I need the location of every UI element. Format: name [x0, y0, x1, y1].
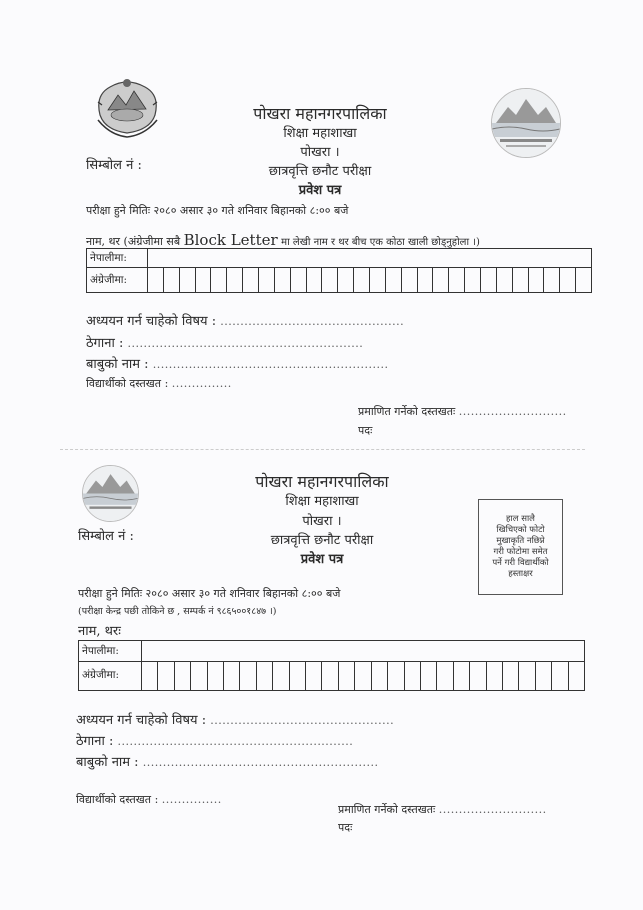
photo-note-line: गरी फोटोमा समेत [493, 547, 548, 557]
letter-box[interactable] [196, 268, 212, 292]
english-name-row [79, 662, 584, 690]
english-name-label: अंग्रेजीमा: [87, 268, 148, 292]
letter-box[interactable] [470, 662, 486, 690]
letter-box[interactable] [208, 662, 224, 690]
english-name-boxes[interactable] [142, 662, 584, 690]
letter-box[interactable] [405, 662, 421, 690]
letter-box[interactable] [418, 268, 434, 292]
letter-box[interactable] [142, 662, 158, 690]
letter-box[interactable] [481, 268, 497, 292]
exam-title: छात्रवृत्ति छनौट परीक्षा [268, 164, 372, 179]
letter-box[interactable] [386, 268, 402, 292]
student-signature-label: विद्यार्थीको दस्तखत : [86, 377, 169, 390]
name-instruction [86, 231, 480, 249]
address-label: ठेगाना : [86, 336, 124, 351]
letter-box[interactable] [544, 268, 560, 292]
branch-name: शिक्षा महाशाखा [285, 494, 359, 509]
father-name-label: बाबुको नाम : [86, 357, 149, 372]
letter-box[interactable] [465, 268, 481, 292]
father-name-label: बाबुको नाम : [76, 755, 139, 770]
letter-box[interactable] [372, 662, 388, 690]
letter-box[interactable] [354, 268, 370, 292]
nepali-name-label: नेपालीमा: [79, 641, 142, 661]
letter-box[interactable] [437, 662, 453, 690]
english-name-label: अंग्रेजीमा: [79, 662, 142, 690]
verifier-signature-label: प्रमाणित गर्नेको दस्तखतः [358, 405, 456, 418]
father-name-field[interactable]: ........................................................... [152, 358, 389, 371]
letter-box[interactable] [569, 662, 584, 690]
post-label: पदः [338, 821, 353, 834]
letter-box[interactable] [454, 662, 470, 690]
student-signature-line [76, 792, 222, 807]
english-name-row [87, 268, 591, 292]
letter-box[interactable] [259, 268, 275, 292]
subject-line [76, 710, 394, 728]
subject-label: अध्ययन गर्न चाहेको विषय : [76, 713, 207, 728]
nepali-name-field[interactable] [148, 249, 591, 267]
photo-note-line: मुखाकृति नछिप्ने [496, 536, 545, 546]
name-entry-table [78, 640, 585, 691]
letter-box[interactable] [275, 268, 291, 292]
letter-box[interactable] [211, 268, 227, 292]
letter-box[interactable] [175, 662, 191, 690]
address-field[interactable]: ........................................................... [117, 735, 354, 748]
letter-box[interactable] [497, 268, 513, 292]
letter-box[interactable] [433, 268, 449, 292]
letter-box[interactable] [552, 662, 568, 690]
photo-note-line: खिचिएको फोटो [496, 525, 545, 535]
letter-box[interactable] [338, 268, 354, 292]
letter-box[interactable] [291, 268, 307, 292]
letter-box[interactable] [421, 662, 437, 690]
student-signature-field[interactable]: ............... [161, 793, 222, 806]
letter-box[interactable] [158, 662, 174, 690]
letter-box[interactable] [224, 662, 240, 690]
org-name: पोखरा महानगरपालिका [255, 472, 389, 491]
subject-label: अध्ययन गर्न चाहेको विषय : [86, 314, 217, 329]
letter-box[interactable] [536, 662, 552, 690]
verifier-signature-field[interactable]: ........................... [438, 803, 547, 816]
photo-box[interactable] [478, 499, 563, 595]
block-letter-text: Block Letter [183, 231, 278, 249]
letter-box[interactable] [240, 662, 256, 690]
name-label: नाम, थरः [78, 624, 121, 639]
letter-box[interactable] [180, 268, 196, 292]
letter-box[interactable] [370, 268, 386, 292]
letter-box[interactable] [388, 662, 404, 690]
letter-box[interactable] [339, 662, 355, 690]
nepali-name-row [79, 641, 584, 662]
address-line [76, 731, 353, 749]
student-signature-label: विद्यार्थीको दस्तखत : [76, 793, 159, 806]
city-name: पोखरा । [300, 145, 340, 160]
address-field[interactable]: ........................................................... [127, 337, 364, 350]
letter-box[interactable] [322, 662, 338, 690]
branch-name: शिक्षा महाशाखा [283, 126, 357, 141]
name-instruction-prefix: नाम, थर (अंग्रेजीमा सबै [86, 235, 181, 248]
letter-box[interactable] [164, 268, 180, 292]
pokhara-metro-logo-icon [82, 465, 139, 522]
letter-box[interactable] [227, 268, 243, 292]
address-label: ठेगाना : [76, 734, 114, 749]
center-note: (परीक्षा केन्द्र पछी तोकिने छ , सम्पर्क नं ९८६५००१८४७ ।) [78, 606, 277, 617]
father-name-line [76, 752, 379, 770]
nepali-name-field[interactable] [142, 641, 584, 661]
letter-box[interactable] [307, 268, 323, 292]
subject-field[interactable]: .............................................. [220, 315, 405, 328]
letter-box[interactable] [503, 662, 519, 690]
letter-box[interactable] [273, 662, 289, 690]
photo-note-line: हस्ताक्षर [508, 569, 533, 579]
name-entry-table [86, 248, 592, 293]
pokhara-metro-logo-icon [491, 88, 561, 158]
verifier-signature-line [358, 404, 567, 419]
cut-divider [60, 449, 585, 450]
father-name-field[interactable]: ........................................................... [142, 756, 379, 769]
city-name: पोखरा । [302, 514, 342, 529]
letter-box[interactable] [306, 662, 322, 690]
letter-box[interactable] [148, 268, 164, 292]
verifier-signature-line [338, 802, 547, 817]
nepali-name-row [87, 249, 591, 268]
nepali-name-label: नेपालीमा: [87, 249, 148, 267]
letter-box[interactable] [402, 268, 418, 292]
student-signature-field[interactable]: ............... [171, 377, 232, 390]
photo-note-line: पर्ने गरी विद्यार्थीको [492, 558, 549, 568]
letter-box[interactable] [243, 268, 259, 292]
document-title: प्रवेश पत्र [300, 552, 344, 567]
verifier-signature-label: प्रमाणित गर्नेको दस्तखतः [338, 803, 436, 816]
letter-box[interactable] [529, 268, 545, 292]
letter-box[interactable] [191, 662, 207, 690]
letter-box[interactable] [355, 662, 371, 690]
subject-field[interactable]: .............................................. [210, 714, 395, 727]
letter-box[interactable] [560, 268, 576, 292]
nepal-emblem-icon [90, 75, 165, 140]
english-name-boxes[interactable] [148, 268, 591, 292]
verifier-signature-field[interactable]: ........................... [458, 405, 567, 418]
student-signature-line [86, 376, 232, 391]
symbol-number-label: सिम्बोल नं : [86, 158, 142, 173]
name-instruction-suffix: मा लेखी नाम र थर बीच एक कोठा खाली छोड्नुहोला ।) [281, 237, 480, 248]
address-line [86, 333, 363, 351]
exam-date: परीक्षा हुने मितिः २०८० असार ३० गते शनिवार बिहानको ८:०० बजे [86, 204, 349, 217]
letter-box[interactable] [290, 662, 306, 690]
letter-box[interactable] [322, 268, 338, 292]
post-label: पदः [358, 424, 373, 437]
exam-date: परीक्षा हुने मितिः २०८० असार ३० गते शनिवार बिहानको ८:०० बजे [78, 587, 341, 600]
letter-box[interactable] [487, 662, 503, 690]
letter-box[interactable] [519, 662, 535, 690]
father-name-line [86, 354, 389, 372]
document-title: प्रवेश पत्र [298, 183, 342, 198]
letter-box[interactable] [257, 662, 273, 690]
letter-box[interactable] [576, 268, 591, 292]
symbol-number-label: सिम्बोल नं : [78, 529, 134, 544]
photo-note-line: हाल सालै [506, 514, 535, 524]
letter-box[interactable] [513, 268, 529, 292]
subject-line [86, 311, 404, 329]
org-name: पोखरा महानगरपालिका [253, 104, 387, 123]
letter-box[interactable] [449, 268, 465, 292]
exam-title: छात्रवृत्ति छनौट परीक्षा [270, 533, 374, 548]
